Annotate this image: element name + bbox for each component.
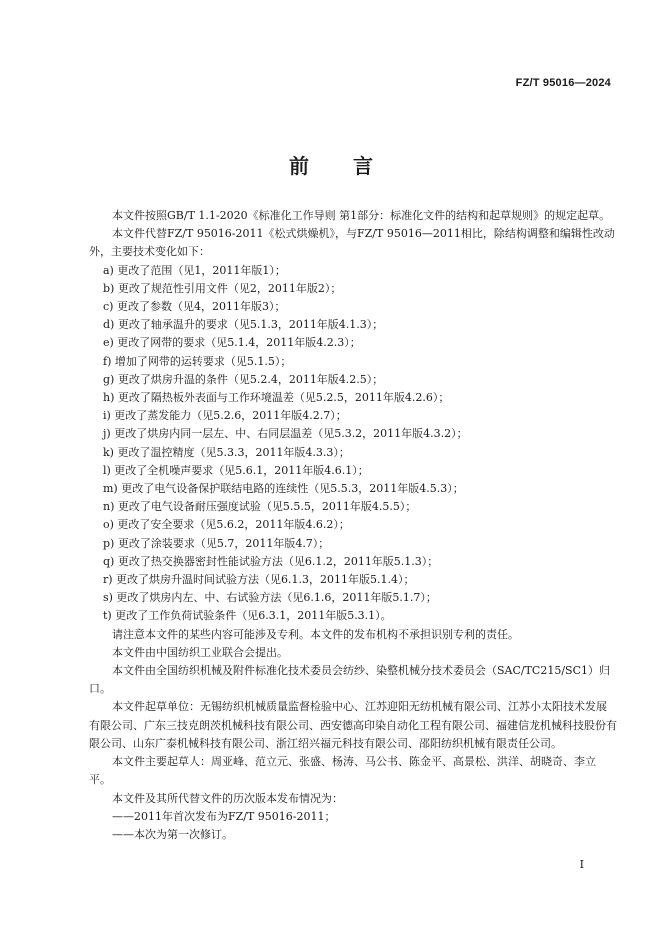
- list-item: j) 更改了烘房内同一层左、中、右同层温差（见5.3.2，2011年版4.3.2）；: [103, 427, 468, 441]
- list-item: a) 更改了范围（见1，2011年版1）；: [103, 263, 286, 277]
- list-item: h) 更改了隔热板外表面与工作环境温差（见5.2.5，2011年版4.2.6）；: [103, 391, 450, 405]
- intro-paragraph-2: 本文件代替FZ/T 95016-2011《松式烘燥机》，与FZ/T 95016—2011相比，除结构调整和编辑性改动外，主要技术变化如下：: [89, 227, 615, 259]
- patent-notice: 请注意本文件的某些内容可能涉及专利。本文件的发布机构不承担识别专利的责任。: [112, 627, 519, 641]
- list-item: i) 更改了蒸发能力（见5.2.6，2011年版4.2.7）；: [103, 409, 347, 423]
- list-item: l) 更改了全机噪声要求（见5.6.1，2011年版4.6.1）；: [103, 463, 369, 477]
- list-item: f) 增加了网带的运转要求（见5.1.5）；: [103, 354, 292, 368]
- committee-statement: 本文件由全国纺织机械及附件标准化技术委员会纺纱、染整机械分技术委员会（SAC/TC215/SC1）归口。: [89, 664, 611, 696]
- list-item: q) 更改了热交换器密封性能试验方法（见6.1.2，2011年版5.1.3）；: [103, 554, 439, 568]
- changes-list: [89, 262, 617, 626]
- list-item: n) 更改了电气设备耐压强度试验（见5.5.5，2011年版4.5.5）；: [103, 500, 417, 514]
- list-item: b) 更改了规范性引用文件（见2，2011年版2）；: [103, 281, 342, 295]
- list-item: c) 更改了参数（见4，2011年版3）；: [103, 300, 286, 314]
- history-item: ——本次为第一次修订。: [112, 827, 233, 841]
- title-char-1: 前: [289, 154, 309, 178]
- list-item: t) 更改了工作负荷试验条件（见6.3.1，2011年版5.3.1）。: [103, 609, 392, 623]
- intro-paragraph-1: 本文件按照GB/T 1.1-2020《标准化工作导则 第1部分：标准化文件的结构和起草规则》的规定起草。: [112, 209, 611, 222]
- list-item: r) 更改了烘房升温时间试验方法（见6.1.3，2011年版5.1.4）；: [103, 573, 415, 587]
- list-item: m) 更改了电气设备保护联结电路的连续性（见5.5.3，2011年版4.5.3）；: [103, 482, 464, 496]
- list-item: g) 更改了烘房升温的条件（见5.2.4，2011年版4.2.5）；: [103, 372, 384, 386]
- list-item: p) 更改了涂装要求（见5.7，2011年版4.7）；: [103, 536, 330, 550]
- title-char-2: 言: [353, 154, 373, 178]
- page-title: [0, 150, 662, 179]
- proposer-statement: 本文件由中国纺织工业联合会提出。: [112, 645, 288, 659]
- list-item: d) 更改了轴承温升的要求（见5.1.3，2011年版4.1.3）；: [103, 318, 384, 332]
- standard-code: FZ/T 95016—2024: [515, 77, 611, 89]
- list-item: o) 更改了安全要求（见5.6.2，2011年版4.6.2）；: [103, 518, 350, 532]
- page-number: I: [579, 858, 584, 871]
- foreword-body: [89, 207, 617, 844]
- drafters: 本文件主要起草人：周亚峰、范立元、张盛、杨涛、马公书、陈金平、高景松、洪洋、胡晓奇、李立平。: [89, 755, 596, 787]
- drafting-units: 本文件起草单位：无锡纺织机械质量监督检验中心、江苏迎阳无纺机械有限公司、江苏小太阳技术发展有限公司、广东三技克朗茨机械科技有限公司、西安德高印染自动化工程有限公司、福建信龙机械科技股份有限公司、山东广泰机械科技有限公司、浙江绍兴福元科技有限公司、邵阳纺织机械有限责任公司。: [89, 700, 617, 750]
- list-item: k) 更改了温控精度（见5.3.3，2011年版4.3.3）；: [103, 445, 350, 459]
- list-item: s) 更改了烘房内左、中、右试验方法（见6.1.6，2011年版5.1.7）；: [103, 591, 437, 605]
- list-item: e) 更改了网带的要求（见5.1.4，2011年版4.2.3）；: [103, 336, 361, 350]
- history-item: ——2011年首次发布为FZ/T 95016-2011；: [112, 809, 336, 823]
- history-intro: 本文件及其所代替文件的历次版本发布情况为：: [112, 791, 343, 805]
